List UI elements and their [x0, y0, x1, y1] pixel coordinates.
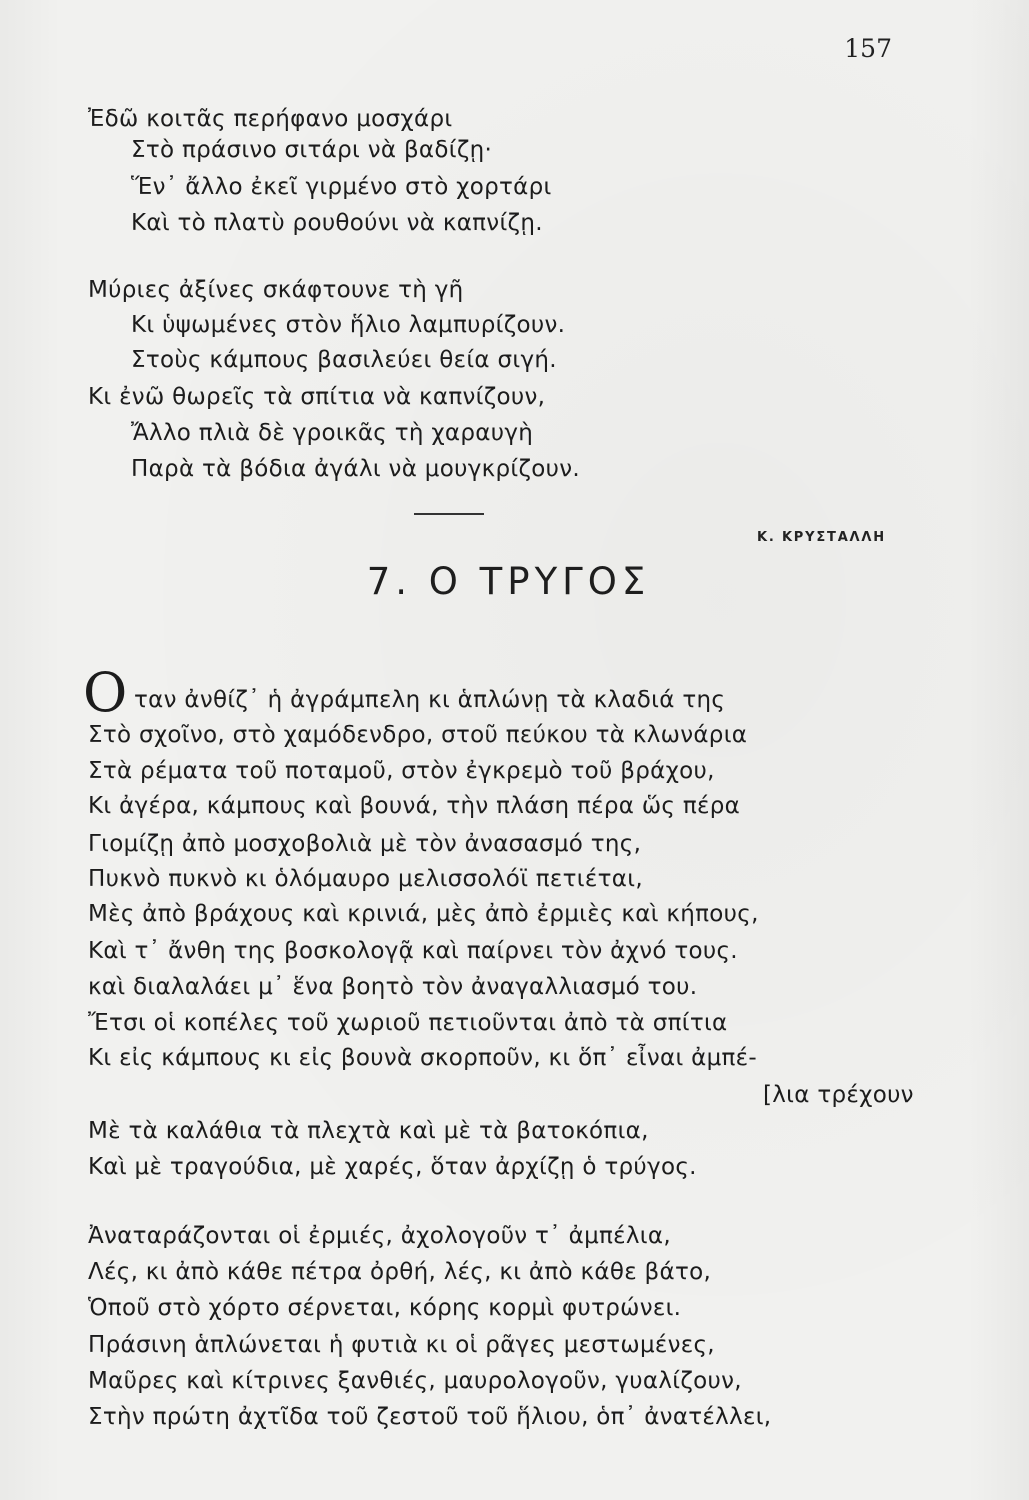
verse-line: Πράσινη ἁπλώνεται ἡ φυτιὰ κι οἱ ρᾶγες μεστωμένες,: [88, 1332, 715, 1358]
poem-title-text: 7. Ο ΤΡΥΓΟΣ: [366, 560, 651, 603]
verse-line: Μὲ τὰ καλάθια τὰ πλεχτὰ καὶ μὲ τὰ βατοκόπια,: [88, 1118, 649, 1144]
verse-line: Ἕν᾽ ἄλλο ἐκεῖ γιρμένο στὸ χορτάρι: [131, 174, 552, 200]
verse-line: Στὸ πράσινο σιτάρι νὰ βαδίζῃ·: [131, 137, 493, 163]
verse-line: Καὶ τ᾽ ἄνθη της βοσκολογᾷ καὶ παίρνει τὸν ἀχνό τους.: [88, 938, 738, 964]
poem-title: [0, 560, 1029, 603]
verse-line: Πυκνὸ πυκνὸ κι ὁλόμαυρο μελισσολόϊ πετιέται,: [88, 866, 643, 892]
verse-line: Στὴν πρώτη ἀχτῖδα τοῦ ζεστοῦ τοῦ ἥλιου, ὁπ᾽ ἀνατέλλει,: [88, 1404, 772, 1430]
verse-line: Ἄλλο πλιὰ δὲ γροικᾶς τὴ χαραυγὴ: [131, 420, 534, 446]
verse-line: Στὸ σχοῖνο, στὸ χαμόδενδρο, στοῦ πεύκου τὰ κλωνάρια: [88, 722, 748, 748]
verse-line: Κι ἐνῶ θωρεῖς τὰ σπίτια νὰ καπνίζουν,: [88, 384, 546, 410]
verse-line: Ὁποῦ στὸ χόρτο σέρνεται, κόρης κορμὶ φυτρώνει.: [88, 1295, 682, 1321]
verse-line: Κι ὑψωμένες στὸν ἥλιο λαμπυρίζουν.: [131, 312, 566, 338]
verse-line: Λές, κι ἀπὸ κάθε πέτρα ὀρθή, λές, κι ἀπὸ κάθε βάτο,: [88, 1259, 712, 1285]
verse-line: Στοὺς κάμπους βασιλεύει θεία σιγή.: [131, 347, 557, 373]
verse-line: Μαῦρες καὶ κίτρινες ξανθιές, μαυρολογοῦν, γυαλίζουν,: [88, 1368, 742, 1394]
author-name: Κ. ΚΡΥΣΤΑΛΛΗ: [757, 530, 886, 545]
section-divider: [414, 513, 484, 515]
verse-line: Μύριες ἀξίνες σκάφτουνε τὴ γῆ: [88, 277, 464, 303]
verse-line: Ἔτσι οἱ κοπέλες τοῦ χωριοῦ πετιοῦνται ἀπὸ τὰ σπίτια: [88, 1010, 728, 1036]
verse-line: Ἀναταράζονται οἱ ἐρμιές, ἀχολογοῦν τ᾽ ἀμπέλια,: [88, 1223, 671, 1249]
verse-line: ταν ἀνθίζ᾽ ἡ ἀγράμπελη κι ἁπλώνῃ τὰ κλαδιά της: [134, 687, 726, 713]
verse-line: Παρὰ τὰ βόδια ἀγάλι νὰ μουγκρίζουν.: [131, 456, 580, 482]
drop-cap: Ο: [83, 661, 128, 724]
verse-line-continuation: [λια τρέχουν: [763, 1082, 914, 1108]
verse-line: καὶ διαλαλάει μ᾽ ἕνα βοητὸ τὸν ἀναγαλλιασμό του.: [88, 974, 698, 1000]
page-number: 157: [844, 34, 892, 63]
verse-line: Γιομίζῃ ἀπὸ μοσχοβολιὰ μὲ τὸν ἀνασασμό της,: [88, 831, 642, 857]
verse-line: Κι ἀγέρα, κάμπους καὶ βουνά, τὴν πλάση πέρα ὥς πέρα: [88, 793, 741, 819]
verse-line: Στὰ ρέματα τοῦ ποταμοῦ, στὸν ἐγκρεμὸ τοῦ βράχου,: [88, 758, 715, 784]
verse-line: Κι εἰς κάμπους κι εἰς βουνὰ σκορποῦν, κι ὅπ᾽ εἶναι ἀμπέ-: [88, 1045, 758, 1071]
verse-line: Καὶ τὸ πλατὺ ρουθούνι νὰ καπνίζῃ.: [131, 210, 543, 236]
verse-line: Καὶ μὲ τραγούδια, μὲ χαρές, ὅταν ἀρχίζῃ ὁ τρύγος.: [88, 1154, 697, 1180]
verse-line: Μὲς ἀπὸ βράχους καὶ κρινιά, μὲς ἀπὸ ἐρμιὲς καὶ κήπους,: [88, 901, 759, 927]
verse-line: Ἐδῶ κοιτᾶς περήφανο μοσχάρι: [88, 106, 453, 132]
